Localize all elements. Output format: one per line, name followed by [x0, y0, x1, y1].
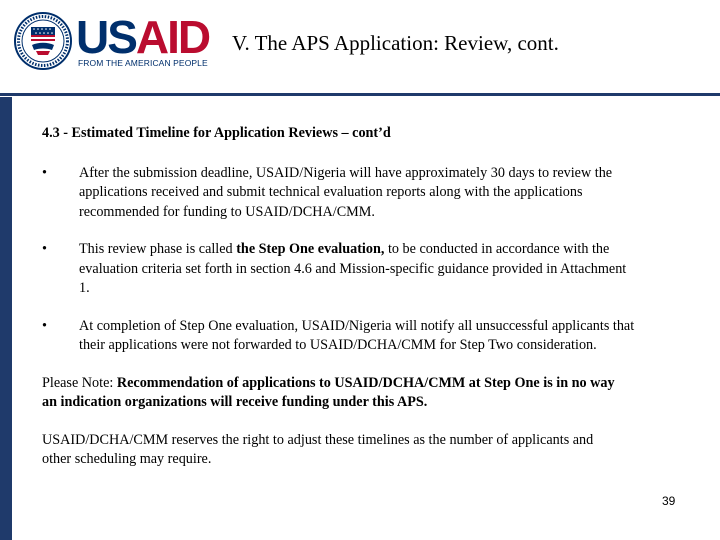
closing-paragraph: USAID/DCHA/CMM reserves the right to adjust these timelines as the number of applicants and other scheduling may require. — [42, 431, 594, 467]
bullet-text: At completion of Step One evaluation, USAID/Nigeria will notify all unsuccessful applicants that their applications were not forwarded to USAID/DCHA/CMM for Step Two consideration. — [79, 317, 635, 353]
header-rule — [0, 93, 720, 96]
wordmark-us: US — [76, 11, 136, 63]
bullet-bold-phrase: the Step One evaluation, — [236, 241, 385, 257]
page-number: 39 — [662, 494, 676, 508]
section-subheading: 4.3 - Estimated Timeline for Application Reviews – cont’d — [42, 125, 391, 141]
list-item — [42, 240, 639, 299]
usaid-seal-icon — [14, 12, 72, 70]
bullet-icon: • — [42, 317, 47, 334]
please-note — [42, 374, 632, 413]
bullet-text: After the submission deadline, USAID/Nigeria will have approximately 30 days to review the applications received and submit technical evaluation reports along with the applications recommended for funding to USAID/DCHA/CMM. — [79, 164, 613, 220]
usaid-logo — [14, 12, 210, 72]
list-item — [42, 317, 639, 356]
slide-body — [42, 124, 682, 470]
bullet-list — [42, 164, 682, 356]
bullet-text-after: to be conducted in accordance with the evaluation criteria set forth in section 4.6 and Mission-specific guidance provided in Attachment 1. — [79, 241, 627, 296]
slide-title: V. The APS Application: Review, cont. — [232, 31, 559, 55]
wordmark-aid: AID — [135, 11, 210, 63]
list-item — [42, 164, 639, 223]
bullet-text-before: This review phase is called — [79, 241, 237, 257]
left-accent-bar — [0, 97, 12, 540]
bullet-icon: • — [42, 164, 47, 181]
note-prefix: Please Note: — [42, 374, 117, 391]
bullet-icon: • — [42, 241, 47, 257]
note-bold-text: Recommendation of applications to USAID/DCHA/CMM at Step One is in no way an indication organizations will receive funding under this APS. — [42, 374, 615, 410]
logo-tagline: FROM THE AMERICAN PEOPLE — [78, 58, 208, 68]
